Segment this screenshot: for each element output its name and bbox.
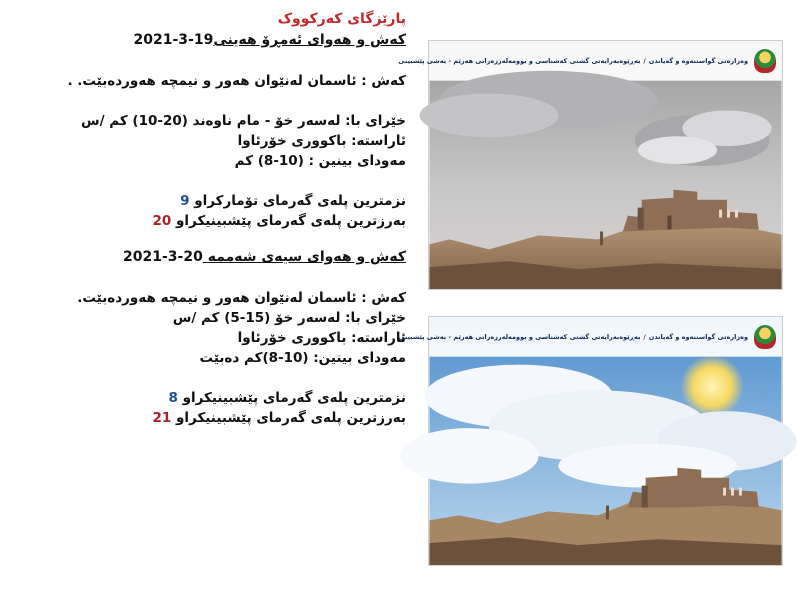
day2-min-temp-label: نزمترین پلەی گەرمای پێشبینیکراو — [182, 390, 406, 406]
day1-visibility — [28, 151, 406, 171]
kurdistan-emblem-icon — [754, 325, 776, 349]
day2-visibility — [28, 348, 406, 368]
banner-ministry: وەزارەتی گواستنەوە و گەیاندن — [648, 333, 748, 341]
day1-wind-direction: ئاراستە: باکووری خۆرئاوا — [237, 133, 406, 149]
day1-max-temp-value: 20 — [152, 213, 172, 229]
day1-max-temp-label: بەرزترین پلەی گەرمای پێشبینیکراو — [176, 213, 406, 229]
day1-header — [28, 30, 406, 51]
day2-date: 2021-3-20 — [123, 249, 203, 265]
day1-wind-speed-unit: کم /س — [81, 113, 128, 129]
banner-department: بەڕێوەبەرایەتی گشتی کەشناسی و بوومەلەرزەزانی هەرێم - بەشی پێشبینی — [398, 57, 641, 65]
day1-min-temp-label: نزمترین پلەی گەرمای تۆمارکراو — [194, 193, 406, 209]
day1-wind-speed-value: (10-20) — [132, 113, 188, 129]
day2-max-temp-value: 21 — [152, 410, 172, 426]
day2-max-temp — [28, 408, 406, 428]
day2-wind-speed — [28, 308, 406, 328]
day1-visibility-label: مەودای بینین : — [308, 153, 406, 169]
day2-weekday: کەش و هەوای سیەی شەممە — [207, 249, 406, 265]
day1-banner — [398, 43, 782, 79]
day2-visibility-unit: کم دەبێت — [199, 350, 263, 366]
day2-weather-image — [398, 316, 783, 566]
day2-visibility-label: مەودای بینین: — [313, 350, 406, 366]
banner-separator: / — [643, 333, 646, 341]
day2-min-temp-value: 8 — [168, 390, 178, 406]
day1-max-temp — [28, 211, 406, 231]
day2-visibility-value: (8-10) — [262, 350, 309, 366]
day1-wind-speed — [28, 111, 406, 131]
day2-sky: کەش : ئاسمان لەنێوان هەور و نیمچە هەوردەبێت. — [77, 290, 406, 306]
day2-min-temp — [28, 388, 406, 408]
day2-wind-speed-unit: کم /س — [172, 310, 220, 326]
day1-weather-image — [398, 40, 783, 290]
day1-wind-speed-label: خێرای با: لەسەر خۆ - مام ناوەند — [192, 113, 406, 129]
day1-visibility-value: (8-10) — [257, 153, 304, 169]
day2-max-temp-label: بەرزترین پلەی گەرمای پێشبینیکراو — [176, 410, 406, 426]
banner-ministry: وەزارەتی گواستنەوە و گەیاندن — [648, 57, 748, 65]
forecast-text-column — [28, 8, 406, 428]
day1-sky: کەش : ئاسمان لەنێوان هەور و نیمچە هەوردەبێت. . — [67, 73, 406, 89]
day1-min-temp-value: 9 — [180, 193, 190, 209]
day2-wind-direction: ئاراستە: باکووری خۆرئاوا — [237, 330, 406, 346]
day2-header — [28, 247, 406, 268]
banner-department: بەڕێوەبەرایەتی گشتی کەشناسی و بوومەلەرزەزانی هەرێم - بەشی پێشبینی — [398, 333, 641, 341]
day2-wind-speed-label: خێرای با: لەسەر خۆ — [275, 310, 406, 326]
day1-min-temp — [28, 191, 406, 211]
day1-date: 2021-3-19 — [133, 32, 214, 48]
day1-weekday: کەش و هەوای ئەمڕۆ هەینی — [213, 32, 406, 48]
day2-wind-speed-value: (5-15) — [224, 310, 271, 326]
day1-visibility-unit: کم — [234, 153, 254, 169]
banner-separator: / — [643, 57, 646, 65]
kurdistan-emblem-icon — [754, 49, 776, 73]
province-title: پارێزگای کەرکووک — [277, 11, 406, 27]
day2-banner — [398, 319, 782, 355]
